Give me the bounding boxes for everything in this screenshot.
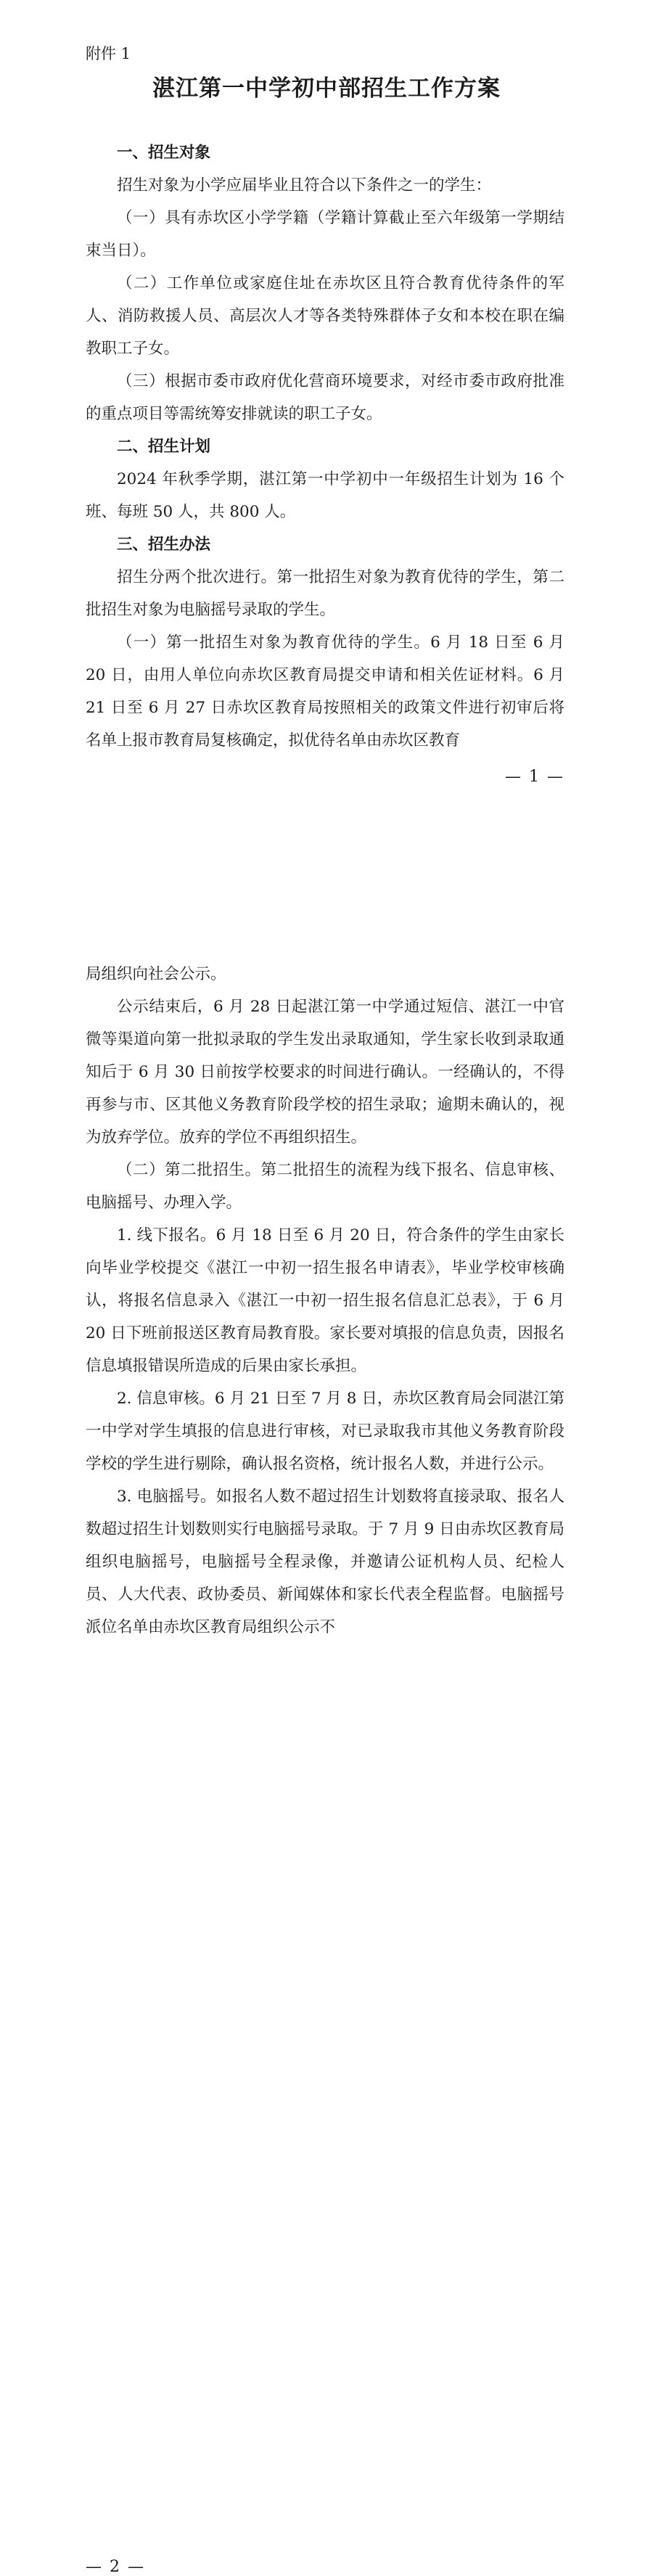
paragraph: 局组织向社会公示。 — [86, 965, 226, 983]
paragraph: （三）根据市委市政府优化营商环境要求，对经市委市政府批准的重点项目等需统筹安排就读的职工子女。 — [86, 372, 564, 423]
section-heading-enrollment-method: 三、招生办法 — [117, 536, 211, 554]
paragraph: （一）具有赤坎区小学学籍（学籍计算截止至六年级第一学期结束当日）。 — [86, 209, 564, 260]
paragraph: （二）第二批招生。第二批招生的流程为线下报名、信息审核、电脑摇号、办理入学。 — [86, 1161, 564, 1212]
paragraph: 1. 线下报名。6 月 18 日至 6 月 20 日，符合条件的学生由家长向毕业学校提交《湛江一中初一招生报名申请表》，毕业学校审核确认，将报名信息录入《湛江一中初一招生报名信息汇总表》，于 6 月 20 日下班前报送区教育局教育股。家长要对填报的信息负责，因报名信息填报错误所造成的后果由家长承担。 — [86, 1226, 564, 1375]
page-2-content — [86, 958, 564, 1644]
paragraph: 公示结束后，6 月 28 日起湛江第一中学通过短信、湛江一中官微等渠道向第一批拟录取的学生发出录取通知，学生家长收到录取通知后于 6 月 30 日前按学校要求的时间进行确认。一经确认的，不得再参与市、区其他义务教育阶段学校的招生录取；逾期未确认的，视为放弃学位。放弃的学位不再组织招生。 — [86, 998, 564, 1147]
page-number: — 2 — — [86, 2558, 145, 2576]
page-number: — 1 — — [505, 768, 564, 786]
document-page-2 — [0, 864, 653, 2576]
annex-label: 附件 1 — [86, 45, 131, 62]
document-page-1 — [0, 0, 653, 864]
paragraph: （二）工作单位或家庭住址在赤坎区且符合教育优待条件的军人、消防救援人员、高层次人才等各类特殊群体子女和本校在职在编教职工子女。 — [86, 274, 564, 358]
section-heading-enrollment-plan: 二、招生计划 — [117, 438, 211, 456]
paragraph: （一）第一批招生对象为教育优待的学生。6 月 18 日至 6 月 20 日，由用人单位向赤坎区教育局提交申请和相关佐证材料。6 月 21 日至 6 月 27 日赤坎区教育局按照相关的政策文件进行初审后将名单上报市教育局复核确定，拟优待名单由赤坎区教育 — [86, 633, 564, 750]
paragraph: 招生分两个批次进行。第一批招生对象为教育优待的学生，第二批招生对象为电脑摇号录取的学生。 — [86, 568, 564, 619]
paragraph: 招生对象为小学应届毕业且符合以下条件之一的学生： — [117, 176, 492, 194]
paragraph: 2. 信息审核。6 月 21 日至 7 月 8 日，赤坎区教育局会同湛江第一中学对学生填报的信息进行审核，对已录取我市其他义务教育阶段学校的学生进行剔除，确认报名资格，统计报名人数，并进行公示。 — [86, 1390, 564, 1473]
section-heading-enrollment-target: 一、招生对象 — [117, 144, 211, 162]
document-title: 湛江第一中学初中部招生工作方案 — [152, 75, 501, 102]
paragraph: 3. 电脑摇号。如报名人数不超过招生计划数将直接录取、报名人数超过招生计划数则实行电脑摇号录取。于 7 月 9 日由赤坎区教育局组织电脑摇号，电脑摇号全程录像，并邀请公证机构人员、纪检人员、人大代表、政协委员、新闻媒体和家长代表全程监督。电脑摇号派位名单由赤坎区教育局组织公示不 — [86, 1488, 564, 1636]
paragraph: 2024 年秋季学期，湛江第一中学初中一年级招生计划为 16 个班、每班 50 人，共 800 人。 — [86, 470, 564, 521]
page-1-content — [86, 136, 564, 757]
